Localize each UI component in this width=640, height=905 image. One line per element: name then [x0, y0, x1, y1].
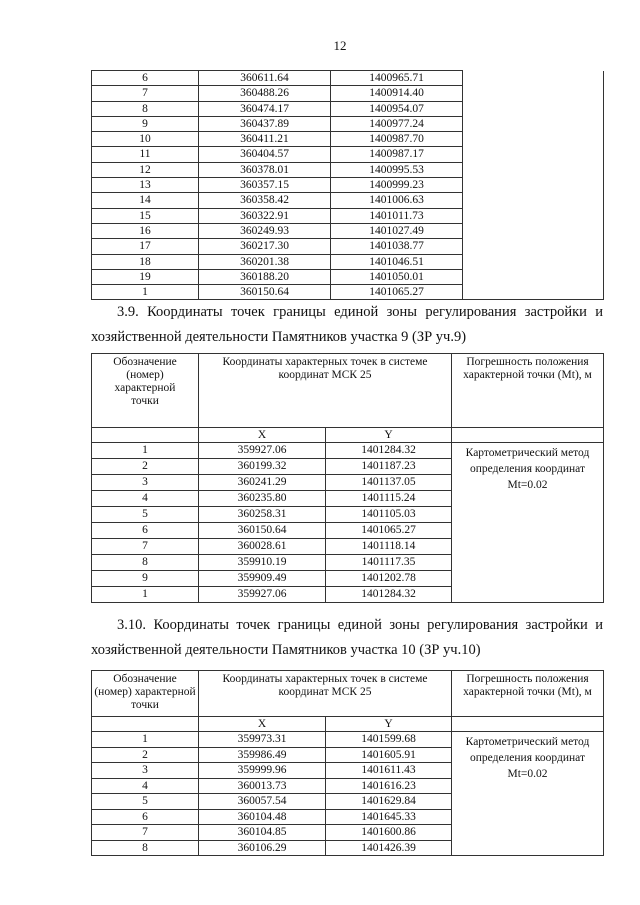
y-coordinate: 1401046.51: [331, 254, 463, 269]
x-coordinate: 360150.64: [199, 523, 326, 539]
point-number: 1: [92, 285, 199, 300]
coordinates-table-zone-10: [91, 670, 604, 856]
header-coords: Координаты характерных точек в системе координат МСК 25: [199, 671, 452, 717]
blank-cell: [452, 717, 604, 732]
point-number: 7: [92, 86, 199, 101]
x-coordinate: 359927.06: [199, 443, 326, 459]
y-coordinate: 1401600.86: [326, 825, 452, 841]
x-coordinate: 360235.80: [199, 491, 326, 507]
point-number: 18: [92, 254, 199, 269]
y-coordinate: 1401629.84: [326, 794, 452, 810]
x-coordinate: 360357.15: [199, 178, 331, 193]
blank-cell: [92, 428, 199, 443]
x-coordinate: 360106.29: [199, 840, 326, 856]
y-coordinate: 1401011.73: [331, 208, 463, 223]
x-coordinate: 359999.96: [199, 763, 326, 779]
x-coordinate: 360474.17: [199, 101, 331, 116]
y-coordinate: 1401284.32: [326, 443, 452, 459]
y-coordinate: 1401611.43: [326, 763, 452, 779]
point-number: 4: [92, 778, 199, 794]
y-label: Y: [326, 717, 452, 732]
point-number: 16: [92, 223, 199, 238]
y-coordinate: 1401426.39: [326, 840, 452, 856]
x-coordinate: 360104.48: [199, 809, 326, 825]
point-number: 3: [92, 475, 199, 491]
x-coordinate: 359927.06: [199, 587, 326, 603]
y-coordinate: 1401605.91: [326, 747, 452, 763]
x-label: X: [199, 428, 326, 443]
y-coordinate: 1400987.17: [331, 147, 463, 162]
x-coordinate: 360488.26: [199, 86, 331, 101]
y-coordinate: 1401202.78: [326, 571, 452, 587]
point-number: 8: [92, 555, 199, 571]
point-number: 3: [92, 763, 199, 779]
point-number: 9: [92, 571, 199, 587]
header-coords: Координаты характерных точек в системе координат МСК 25: [199, 354, 452, 428]
method-cell: Картометрический метод определения координат Mt=0.02: [452, 443, 604, 603]
y-coordinate: 1401599.68: [326, 732, 452, 748]
x-coordinate: 360201.38: [199, 254, 331, 269]
y-coordinate: 1401038.77: [331, 239, 463, 254]
table-row: [92, 71, 604, 86]
y-coordinate: 1400914.40: [331, 86, 463, 101]
x-coordinate: 359910.19: [199, 555, 326, 571]
point-number: 7: [92, 539, 199, 555]
heading-line: хозяйственной деятельности Памятников участка 10 (ЗР уч.10): [91, 642, 481, 658]
table-row: [92, 443, 604, 459]
header-error: Погрешность положения характерной точки (Mt), м: [452, 671, 604, 717]
x-coordinate: 360241.29: [199, 475, 326, 491]
heading-line: хозяйственной деятельности Памятников участка 9 (ЗР уч.9): [91, 329, 467, 345]
x-coordinate: 360322.91: [199, 208, 331, 223]
header-point: Обозначение (номер) характерной точки: [92, 671, 199, 717]
y-coordinate: 1401050.01: [331, 269, 463, 284]
point-number: 8: [92, 840, 199, 856]
y-coordinate: 1401645.33: [326, 809, 452, 825]
x-coordinate: 360404.57: [199, 147, 331, 162]
x-coordinate: 359909.49: [199, 571, 326, 587]
y-coordinate: 1400954.07: [331, 101, 463, 116]
y-coordinate: 1401117.35: [326, 555, 452, 571]
coordinates-table-continued: [91, 70, 604, 300]
y-coordinate: 1401006.63: [331, 193, 463, 208]
section-3-10-heading: [91, 613, 603, 663]
blank-cell: [92, 717, 199, 732]
point-number: 17: [92, 239, 199, 254]
y-coordinate: 1401027.49: [331, 223, 463, 238]
point-number: 7: [92, 825, 199, 841]
y-coordinate: 1400995.53: [331, 162, 463, 177]
page-number: 12: [333, 38, 347, 53]
point-number: 1: [92, 443, 199, 459]
blank-cell: [463, 71, 604, 300]
y-coordinate: 1401065.27: [331, 285, 463, 300]
point-number: 8: [92, 101, 199, 116]
point-number: 1: [92, 732, 199, 748]
blank-cell: [452, 428, 604, 443]
x-coordinate: 359973.31: [199, 732, 326, 748]
point-number: 12: [92, 162, 199, 177]
point-number: 1: [92, 587, 199, 603]
point-number: 5: [92, 507, 199, 523]
point-number: 19: [92, 269, 199, 284]
point-number: 5: [92, 794, 199, 810]
y-coordinate: 1401118.14: [326, 539, 452, 555]
point-number: 6: [92, 809, 199, 825]
x-coordinate: 360150.64: [199, 285, 331, 300]
x-coordinate: 360217.30: [199, 239, 331, 254]
x-coordinate: 360437.89: [199, 116, 331, 131]
y-coordinate: 1400965.71: [331, 71, 463, 86]
point-number: 9: [92, 116, 199, 131]
x-coordinate: 360028.61: [199, 539, 326, 555]
point-number: 4: [92, 491, 199, 507]
table-row: [92, 732, 604, 748]
point-number: 15: [92, 208, 199, 223]
x-coordinate: 360358.42: [199, 193, 331, 208]
header-point: Обозначение (номер) характерной точки: [92, 354, 199, 428]
point-number: 2: [92, 459, 199, 475]
point-number: 10: [92, 132, 199, 147]
x-coordinate: 360611.64: [199, 71, 331, 86]
point-number: 6: [92, 71, 199, 86]
y-coordinate: 1401284.32: [326, 587, 452, 603]
point-number: 14: [92, 193, 199, 208]
y-coordinate: 1400977.24: [331, 116, 463, 131]
x-coordinate: 360104.85: [199, 825, 326, 841]
x-coordinate: 360199.32: [199, 459, 326, 475]
x-coordinate: 360378.01: [199, 162, 331, 177]
x-coordinate: 360411.21: [199, 132, 331, 147]
header-error: Погрешность положения характерной точки (Mt), м: [452, 354, 604, 428]
y-coordinate: 1400999.23: [331, 178, 463, 193]
y-coordinate: 1401105.03: [326, 507, 452, 523]
point-number: 13: [92, 178, 199, 193]
y-coordinate: 1401115.24: [326, 491, 452, 507]
y-coordinate: 1401187.23: [326, 459, 452, 475]
y-coordinate: 1401616.23: [326, 778, 452, 794]
point-number: 6: [92, 523, 199, 539]
x-coordinate: 360188.20: [199, 269, 331, 284]
x-coordinate: 360258.31: [199, 507, 326, 523]
coordinates-table-zone-9: [91, 353, 604, 603]
x-coordinate: 360057.54: [199, 794, 326, 810]
point-number: 11: [92, 147, 199, 162]
heading-line: 3.9. Координаты точек границы единой зоны регулирования застройки и: [117, 304, 603, 320]
heading-line: 3.10. Координаты точек границы единой зоны регулирования застройки и: [117, 617, 603, 633]
y-coordinate: 1400987.70: [331, 132, 463, 147]
y-coordinate: 1401137.05: [326, 475, 452, 491]
section-3-9-heading: [91, 300, 603, 350]
x-coordinate: 360013.73: [199, 778, 326, 794]
point-number: 2: [92, 747, 199, 763]
y-label: Y: [326, 428, 452, 443]
y-coordinate: 1401065.27: [326, 523, 452, 539]
method-cell: Картометрический метод определения координат Mt=0.02: [452, 732, 604, 856]
x-label: X: [199, 717, 326, 732]
x-coordinate: 359986.49: [199, 747, 326, 763]
x-coordinate: 360249.93: [199, 223, 331, 238]
